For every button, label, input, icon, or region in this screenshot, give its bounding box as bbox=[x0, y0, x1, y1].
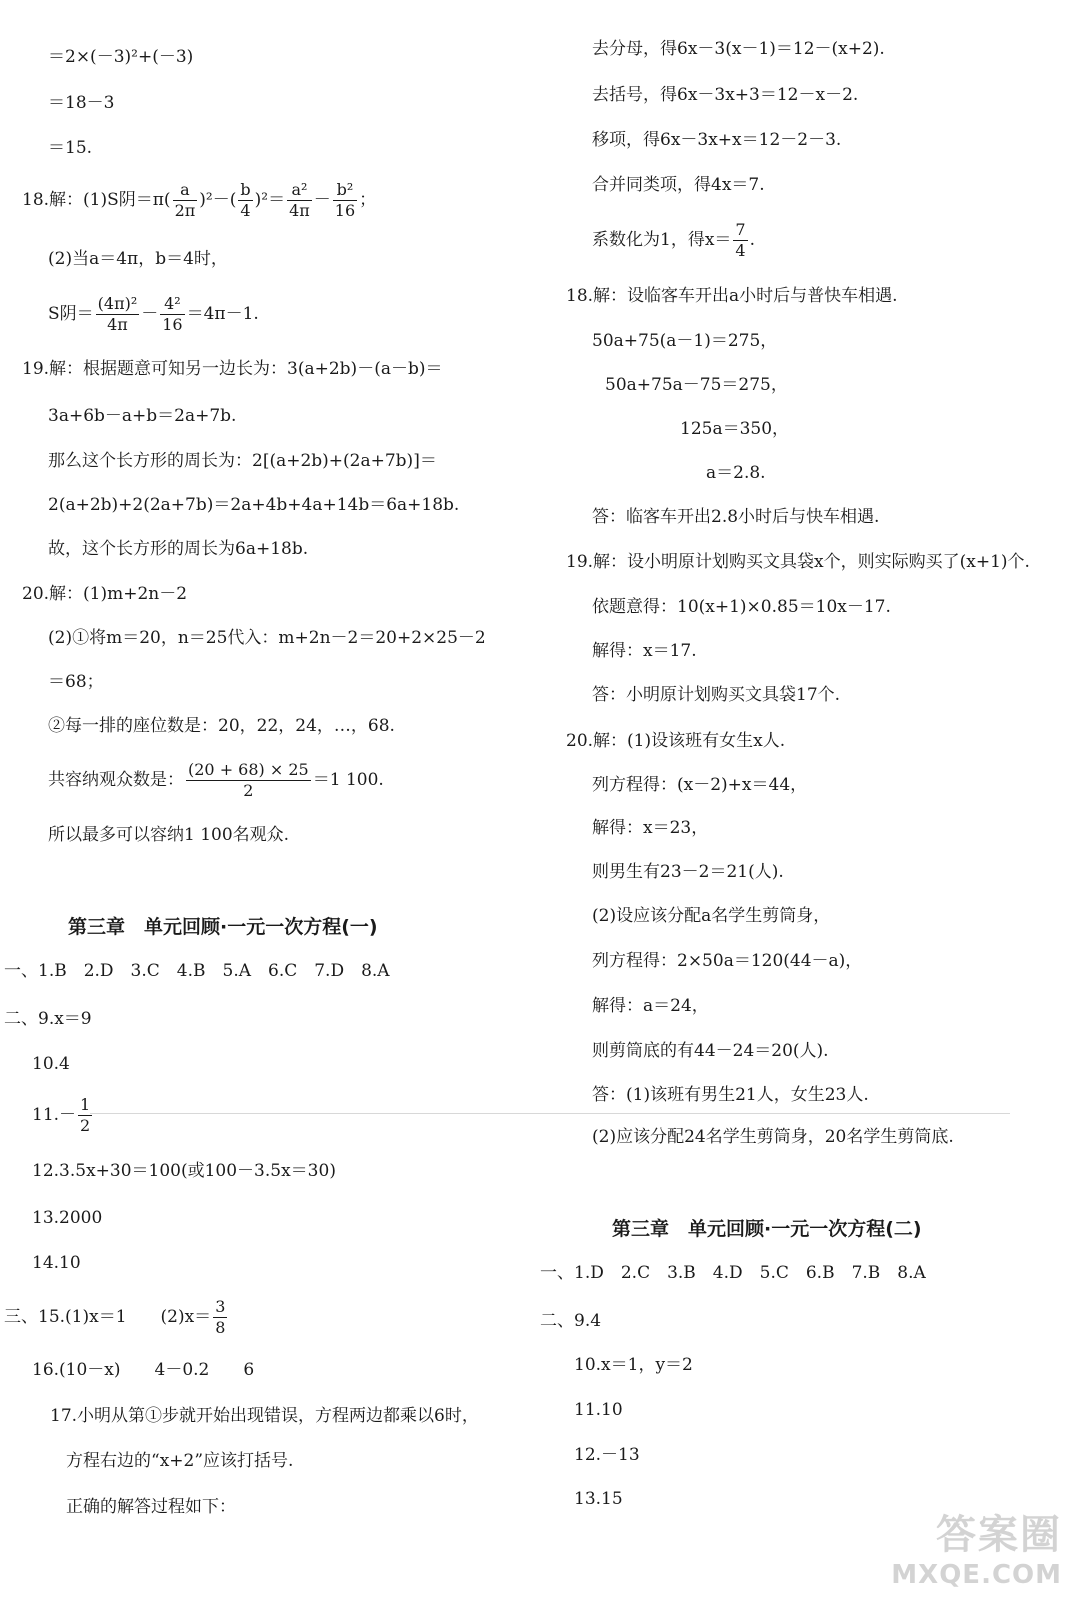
line: 12.3.5x+30＝100(或100－3.5x＝30) bbox=[32, 1161, 336, 1181]
line: 一、1.B 2.D 3.C 4.B 5.A 6.C 7.D 8.A bbox=[4, 961, 390, 981]
line: 50a+75(a－1)＝275， bbox=[592, 331, 778, 351]
c11-line: 11.－ $\frac{1}{2}$ bbox=[32, 1095, 91, 1135]
line: ＝2×(－3)²+(－3) bbox=[48, 47, 194, 67]
line: 去括号，得6x－3x+3＝12－x－2. bbox=[592, 85, 859, 105]
line: 2(a+2b)+2(2a+7b)＝2a+4b+4a+14b＝6a+18b. bbox=[48, 495, 460, 515]
q18-line1: 18.解：(1)S阴＝π( $\frac{a}{2\pi}$ )²－( $\frac{b}{4}$ )²＝ $\frac{\text{a²}}{4\pi}$ － $\frac{\text{b²}}{16}$ ； bbox=[22, 180, 377, 220]
line: 则男生有23－2＝21(人). bbox=[592, 862, 784, 882]
line: 故，这个长方形的周长为6a+18b. bbox=[48, 539, 309, 559]
line: 50a+75a－75＝275， bbox=[605, 375, 788, 395]
line: 125a＝350， bbox=[680, 419, 790, 439]
line: 10.4 bbox=[32, 1054, 70, 1074]
c15-line: 三、15.(1)x＝1 (2)x＝ $\frac{3}{8}$ bbox=[4, 1297, 226, 1337]
line: ②每一排的座位数是：20，22，24，…，68. bbox=[48, 716, 395, 736]
line: 二、9.x＝9 bbox=[4, 1009, 92, 1029]
watermark-url: MXQE.COM bbox=[891, 1560, 1062, 1590]
line: 16.(10－x) 4－0.2 6 bbox=[32, 1360, 255, 1380]
line: 移项，得6x－3x+x＝12－2－3. bbox=[592, 130, 842, 150]
line: 那么这个长方形的周长为：2[(a+2b)+(2a+7b)]＝ bbox=[48, 451, 437, 471]
line: 答：临客车开出2.8小时后与快车相遇. bbox=[592, 507, 880, 527]
line: 所以最多可以容纳1 100名观众. bbox=[48, 825, 290, 845]
line: 12.－13 bbox=[574, 1445, 640, 1465]
line: 合并同类项，得4x＝7. bbox=[592, 175, 765, 195]
line: 解得：x＝23， bbox=[592, 818, 709, 838]
line: 3a+6b－a+b＝2a+7b. bbox=[48, 406, 237, 426]
section-heading: 第三章 单元回顾·一元一次方程(一) bbox=[68, 916, 378, 938]
line: 二、9.4 bbox=[540, 1311, 602, 1331]
q18-line3: S阴＝ $\frac{\text{(4π)²}}{4\pi}$ － $\frac{\text{4²}}{16}$ ＝4π－1. bbox=[48, 294, 259, 334]
line: (2)设应该分配a名学生剪筒身， bbox=[592, 906, 831, 926]
watermark bbox=[891, 1503, 1062, 1590]
line: 14.10 bbox=[32, 1253, 81, 1273]
line: 列方程得：2×50a＝120(44－a)， bbox=[592, 951, 863, 971]
line: 17.小明从第①步就开始出现错误，方程两边都乘以6时， bbox=[50, 1406, 479, 1426]
divider bbox=[90, 1113, 1010, 1114]
line: 答：小明原计划购买文具袋17个. bbox=[592, 685, 841, 705]
line: 13.2000 bbox=[32, 1208, 103, 1228]
line: 列方程得：(x－2)+x＝44， bbox=[592, 775, 808, 795]
section-heading: 第三章 单元回顾·一元一次方程(二) bbox=[612, 1218, 922, 1240]
line: (2)应该分配24名学生剪筒身，20名学生剪筒底. bbox=[592, 1127, 954, 1147]
line: 11.10 bbox=[574, 1400, 623, 1420]
line: ＝15. bbox=[48, 138, 93, 158]
line: 19.解：设小明原计划购买文具袋x个，则实际购买了(x+1)个. bbox=[566, 552, 1030, 572]
line: 方程右边的“x+2”应该打括号. bbox=[66, 1451, 294, 1471]
line: ＝18－3 bbox=[48, 93, 115, 113]
line: 答：(1)该班有男生21人，女生23人. bbox=[592, 1085, 869, 1105]
r5-line: 系数化为1，得x＝ $\frac{7}{4}$ . bbox=[592, 220, 755, 260]
line: 一、1.D 2.C 3.B 4.D 5.C 6.B 7.B 8.A bbox=[540, 1263, 926, 1283]
line: 解得：a＝24， bbox=[592, 996, 709, 1016]
line: 10.x＝1，y＝2 bbox=[574, 1355, 693, 1375]
line: 依题意得：10(x+1)×0.85＝10x－17. bbox=[592, 597, 891, 617]
line: 去分母，得6x－3(x－1)＝12－(x+2). bbox=[592, 39, 885, 59]
q20-sum-line: 共容纳观众数是： $\frac{(20 + 68) \times 25}{2}$ ＝1 100. bbox=[48, 760, 384, 800]
line: 则剪筒底的有44－24＝20(人). bbox=[592, 1041, 829, 1061]
line: 解得：x＝17. bbox=[592, 641, 697, 661]
line: 20.解：(1)设该班有女生x人. bbox=[566, 731, 786, 751]
line: 正确的解答过程如下： bbox=[66, 1497, 236, 1517]
line: (2)①将m＝20，n＝25代入：m+2n－2＝20+2×25－2 bbox=[48, 628, 486, 648]
line: ＝68； bbox=[48, 672, 104, 692]
line: 18.解：设临客车开出a小时后与普快车相遇. bbox=[566, 286, 898, 306]
line: 13.15 bbox=[574, 1489, 623, 1509]
line: a＝2.8. bbox=[706, 463, 766, 483]
line: 20.解：(1)m+2n－2 bbox=[22, 584, 188, 604]
line: (2)当a＝4π，b＝4时， bbox=[48, 249, 228, 269]
line: 19.解：根据题意可知另一边长为：3(a+2b)－(a－b)＝ bbox=[22, 359, 443, 379]
watermark-logo-text: 答案圈 bbox=[936, 1512, 1062, 1558]
